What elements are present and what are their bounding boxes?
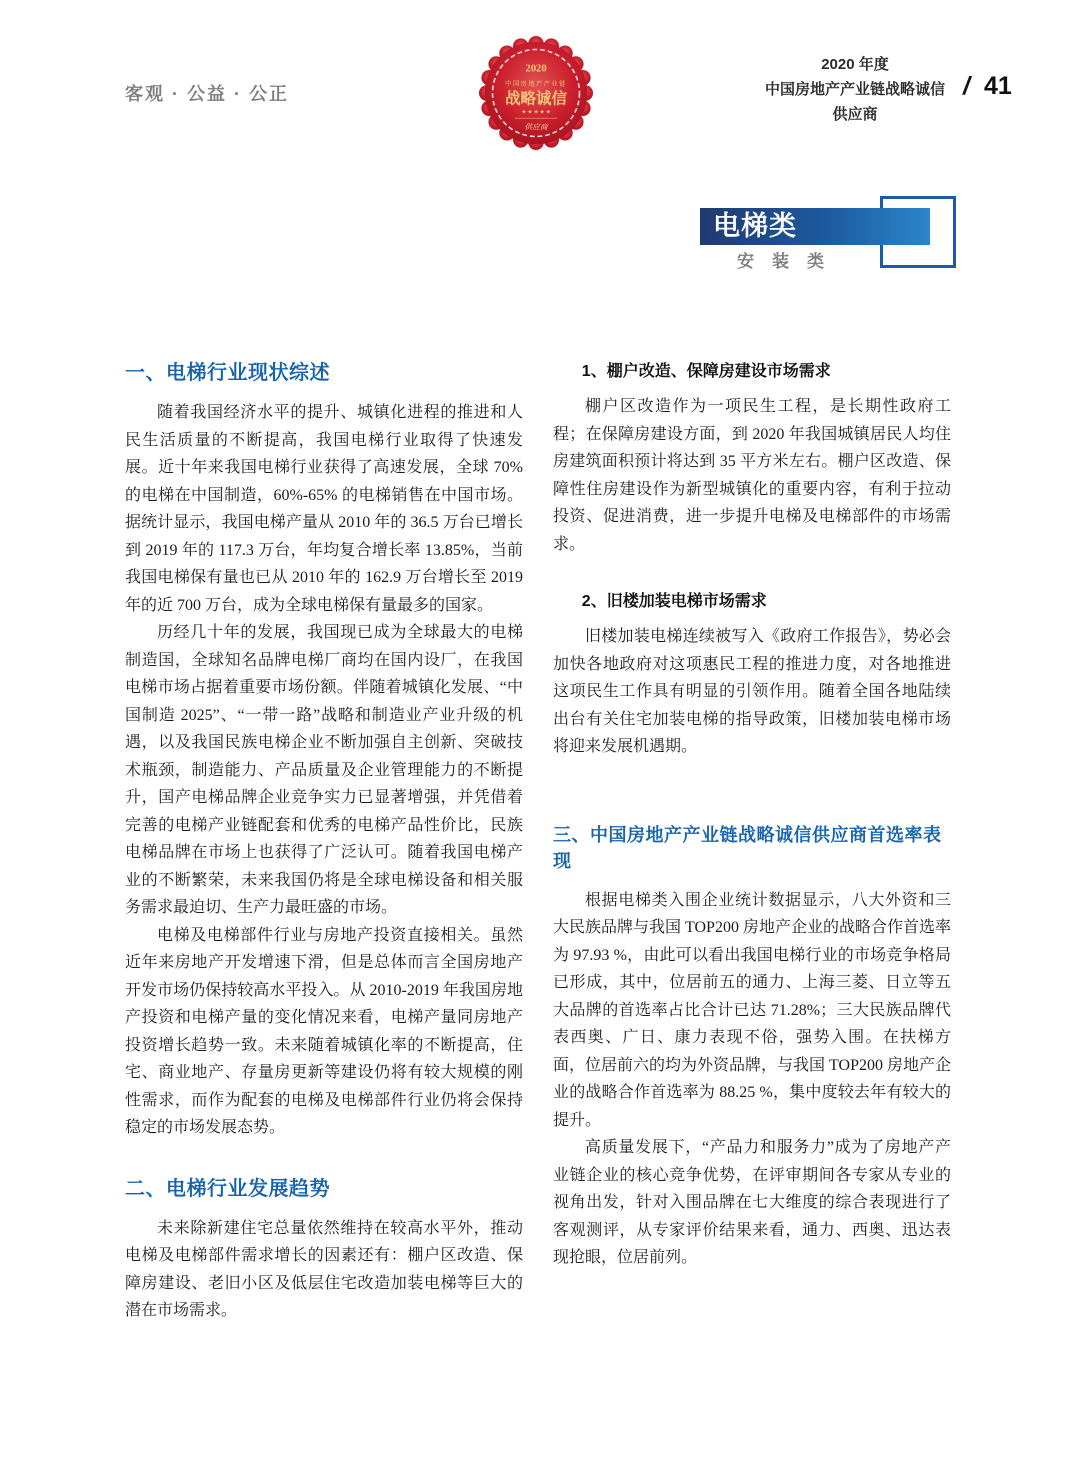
category-subtitle: 安装类 xyxy=(737,252,842,271)
category-banner: 电梯类 xyxy=(700,208,930,245)
right-column xyxy=(553,350,951,1272)
issue-main-line: 中国房地产产业链战略诚信 xyxy=(764,81,945,98)
paragraph: 随着我国经济水平的提升、城镇化进程的推进和人民生活质量的不断提高，我国电梯行业取得了快速发展。近十年来我国电梯行业获得了高速发展，全球 70% 的电梯在中国制造，60%-65% 的电梯销售在中国市场。据统计显示，我国电梯产量从 2010 年的 36.5 万台已增长到 2019 年的 117.3 万台，年均复合增长率 13.85%，当前我国电梯保有量也已从 2010 年的 162.9 万台增长至 2019 年的近 700 万台，成为全球电梯保有量最多的国家。 xyxy=(125,404,523,614)
page-number-slash: / xyxy=(963,72,970,100)
seal-bottom-label: 供应商 xyxy=(524,122,548,132)
paragraph: 未来除新建住宅总量依然维持在较高水平外，推动电梯及电梯部件需求增长的因素还有：棚户区改造、保障房建设、老旧小区及低层住宅改造加装电梯等巨大的潜在市场需求。 xyxy=(125,1219,523,1319)
subsection-heading-2: 2、旧楼加装电梯市场需求 xyxy=(581,593,767,610)
left-column xyxy=(125,350,523,1325)
section-heading-3: 三、中国房地产产业链战略诚信供应商首选率表现 xyxy=(553,824,942,871)
page-motto: 客观 · 公益 · 公正 xyxy=(125,84,289,104)
paragraph: 根据电梯类入围企业统计数据显示，八大外资和三大民族品牌与我国 TOP200 房地产企业的战略合作首选率为 97.93 %，由此可以看出我国电梯行业的市场竞争格局已形成，其中，位居前五的通力、上海三菱、日立等五大品牌的首选率占比合计已达 71.28%；三大民族品牌代表西奥、广日、康力表现不俗，强势入围。在扶梯方面，位居前六的均为外资品牌，与我国 TOP200 房地产企业的战略合作首选率为 88.25 %，集中度较去年有较大的提升。 xyxy=(553,891,951,1129)
page-number-value: 41 xyxy=(983,72,1012,100)
issue-year-line: 2020 年度 xyxy=(821,56,889,73)
page-number xyxy=(963,72,1012,101)
seal-title: 战略诚信 xyxy=(505,90,567,108)
issue-title-block xyxy=(720,52,990,127)
paragraph: 电梯及电梯部件行业与房地产投资直接相关。虽然近年来房地产开发增速下滑，但是总体而言全国房地产开发市场仍保持较高水平投入。从 2010-2019 年我国房地产投资和电梯产量的变化情况来看，电梯产量同房地产投资增长趋势一致。未来随着城镇化率的不断提高，住宅、商业地产、存量房更新等建设仍将有较大规模的刚性需求，而作为配套的电梯及电梯部件行业仍将会保持稳定的市场发展态势。 xyxy=(125,926,523,1136)
paragraph: 旧楼加装电梯连续被写入《政府工作报告》，势必会加快各地政府对这项惠民工程的推进力度，对各地推进这项民生工作具有明显的引领作用。随着全国各地陆续出台有关住宅加装电梯的指导政策，旧楼加装电梯市场将迎来发展机遇期。 xyxy=(553,628,951,755)
paragraph: 历经几十年的发展，我国现已成为全球最大的电梯制造国，全球知名品牌电梯厂商均在国内设厂，在我国电梯市场占据着重要市场份额。伴随着城镇化发展、“中国制造 2025”、“一带一路”战略和制造业产业升级的机遇，以及我国民族电梯企业不断加强自主创新、突破技术瓶颈，制造能力、产品质量及企业管理能力的不断提升，国产电梯品牌企业竞争实力已显著增强，并凭借着完善的电梯产业链配套和优秀的电梯产品性价比，民族电梯品牌在市场上也获得了广泛认可。随着我国电梯产业的不断繁荣，未来我国仍将是全球电梯设备和相关服务需求最迫切、生产力最旺盛的市场。 xyxy=(125,624,523,916)
section-heading-2: 二、电梯行业发展趋势 xyxy=(125,1177,330,1200)
issue-sub-line: 供应商 xyxy=(832,106,878,123)
subsection-heading-1: 1、棚户改造、保障房建设市场需求 xyxy=(581,363,831,380)
section-heading-1: 一、电梯行业现状综述 xyxy=(125,362,330,384)
paragraph: 高质量发展下，“产品力和服务力”成为了房地产产业链企业的核心竞争优势，在评审期间各专家从专业的视角出发，针对入围品牌在七大维度的综合表现进行了客观测评，从专家评价结果来看，通力、西奥、迅达表现抢眼，位居前列。 xyxy=(553,1139,951,1266)
seal-year: 2020 xyxy=(525,63,547,75)
paragraph: 棚户区改造作为一项民生工程，是长期性政府工程；在保障房建设方面，到 2020 年我国城镇居民人均住房建筑面积预计将达到 35 平方米左右。棚户区改造、保障性住房建设作为新型城镇化的重要内容，有利于拉动投资、促进消费，进一步提升电梯及电梯部件的市场需求。 xyxy=(553,398,951,553)
strategic-integrity-seal-icon xyxy=(478,34,594,152)
seal-stars: ★ ★ ★ ★ ★ xyxy=(521,109,551,116)
seal-org: 中国房地产产业链 xyxy=(505,80,567,88)
